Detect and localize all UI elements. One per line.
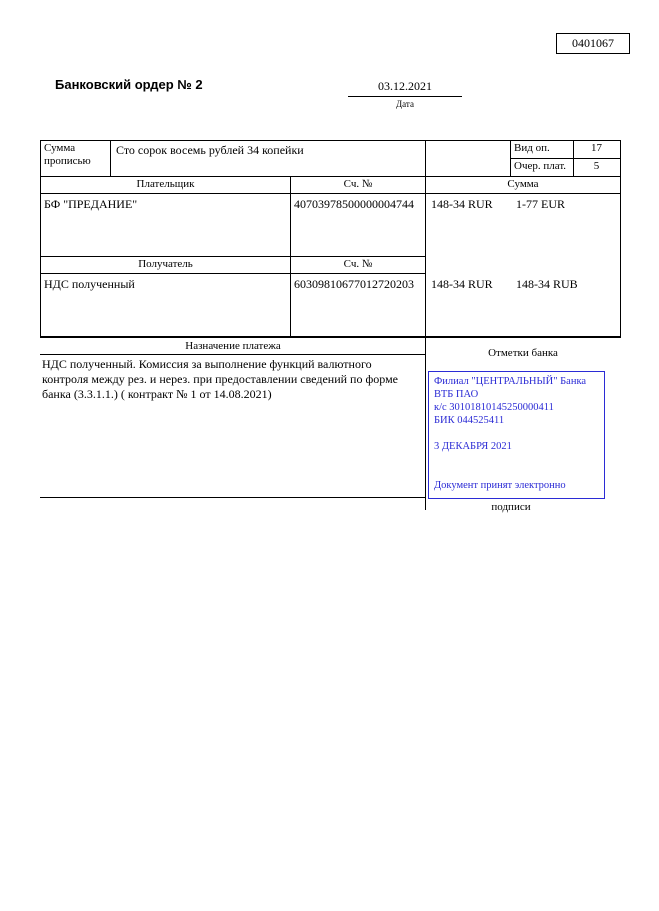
table-border-left bbox=[40, 140, 41, 337]
payer-sum-rur: 148-34 RUR bbox=[431, 197, 493, 211]
bank-marks-header: Отметки банка bbox=[488, 347, 558, 359]
amount-in-words-label: Сумма прописью bbox=[44, 142, 91, 167]
recipient-name: НДС полученный bbox=[44, 277, 135, 291]
divider-optype-priority bbox=[510, 158, 621, 159]
divider-account-sum bbox=[425, 140, 426, 510]
recipient-account-number: 60309810677012720203 bbox=[294, 277, 414, 291]
divider-amount-label bbox=[110, 140, 111, 176]
payer-sum-eur: 1-77 EUR bbox=[516, 197, 565, 211]
stamp-line: Документ принят электронно bbox=[434, 480, 566, 491]
purpose-header: Назначение платежа bbox=[185, 340, 281, 352]
table-border-top bbox=[40, 140, 621, 141]
operation-type-label: Вид оп. bbox=[514, 142, 550, 154]
date-label: Дата bbox=[396, 99, 414, 109]
stamp-line: 3 ДЕКАБРЯ 2021 bbox=[434, 441, 512, 452]
payer-header: Плательщик bbox=[136, 178, 195, 190]
payment-priority-label: Очер. плат. bbox=[514, 160, 567, 172]
divider-name-account bbox=[290, 176, 291, 337]
stamp-line bbox=[434, 466, 599, 479]
stamp-line: БИК 044525411 bbox=[434, 415, 505, 426]
recipient-sum-rur: 148-34 RUR bbox=[431, 277, 493, 291]
form-code-box: 0401067 bbox=[556, 33, 630, 54]
divider-under-amount-row bbox=[40, 176, 621, 177]
divider-above-recipient-header bbox=[40, 256, 426, 257]
table-border-bottom bbox=[40, 336, 621, 338]
stamp-line: Филиал "ЦЕНТРАЛЬНЫЙ" Банка bbox=[434, 376, 587, 387]
amount-in-words-value: Сто сорок восемь рублей 34 копейки bbox=[116, 143, 304, 157]
payer-name: БФ "ПРЕДАНИЕ" bbox=[44, 197, 138, 211]
sum-header: Сумма bbox=[507, 178, 539, 190]
signatures-label: подписи bbox=[491, 501, 531, 513]
stamp-line bbox=[434, 453, 599, 466]
table-border-right bbox=[620, 140, 621, 337]
divider-under-recipient-header bbox=[40, 273, 426, 274]
purpose-text: НДС полученный. Комиссия за выполнение функций валютного контроля между рез. и нерез. при предоставлении сведений по форме банка (3.3.1.1.) ( контракт № 1 от 14.08.2021) bbox=[42, 357, 398, 401]
bank-stamp bbox=[428, 371, 605, 499]
recipient-account-header: Сч. № bbox=[343, 258, 373, 270]
date-underline bbox=[348, 96, 462, 97]
stamp-line bbox=[434, 427, 599, 440]
divider-under-purpose-header bbox=[40, 354, 426, 355]
payment-priority-value: 5 bbox=[593, 160, 600, 172]
payer-account-header: Сч. № bbox=[343, 178, 373, 190]
payer-account-number: 40703978500000004744 bbox=[294, 197, 414, 211]
operation-type-value: 17 bbox=[591, 142, 602, 154]
signature-line bbox=[40, 497, 426, 498]
stamp-line: ВТБ ПАО bbox=[434, 389, 479, 400]
recipient-header: Получатель bbox=[138, 258, 193, 270]
stamp-line: к/с 30101810145250000411 bbox=[434, 402, 554, 413]
page-title: Банковский ордер № 2 bbox=[55, 77, 203, 92]
date-value: 03.12.2021 bbox=[378, 79, 432, 93]
recipient-sum-rub: 148-34 RUB bbox=[516, 277, 578, 291]
divider-before-optype bbox=[510, 140, 511, 176]
divider-under-headers bbox=[40, 193, 621, 194]
